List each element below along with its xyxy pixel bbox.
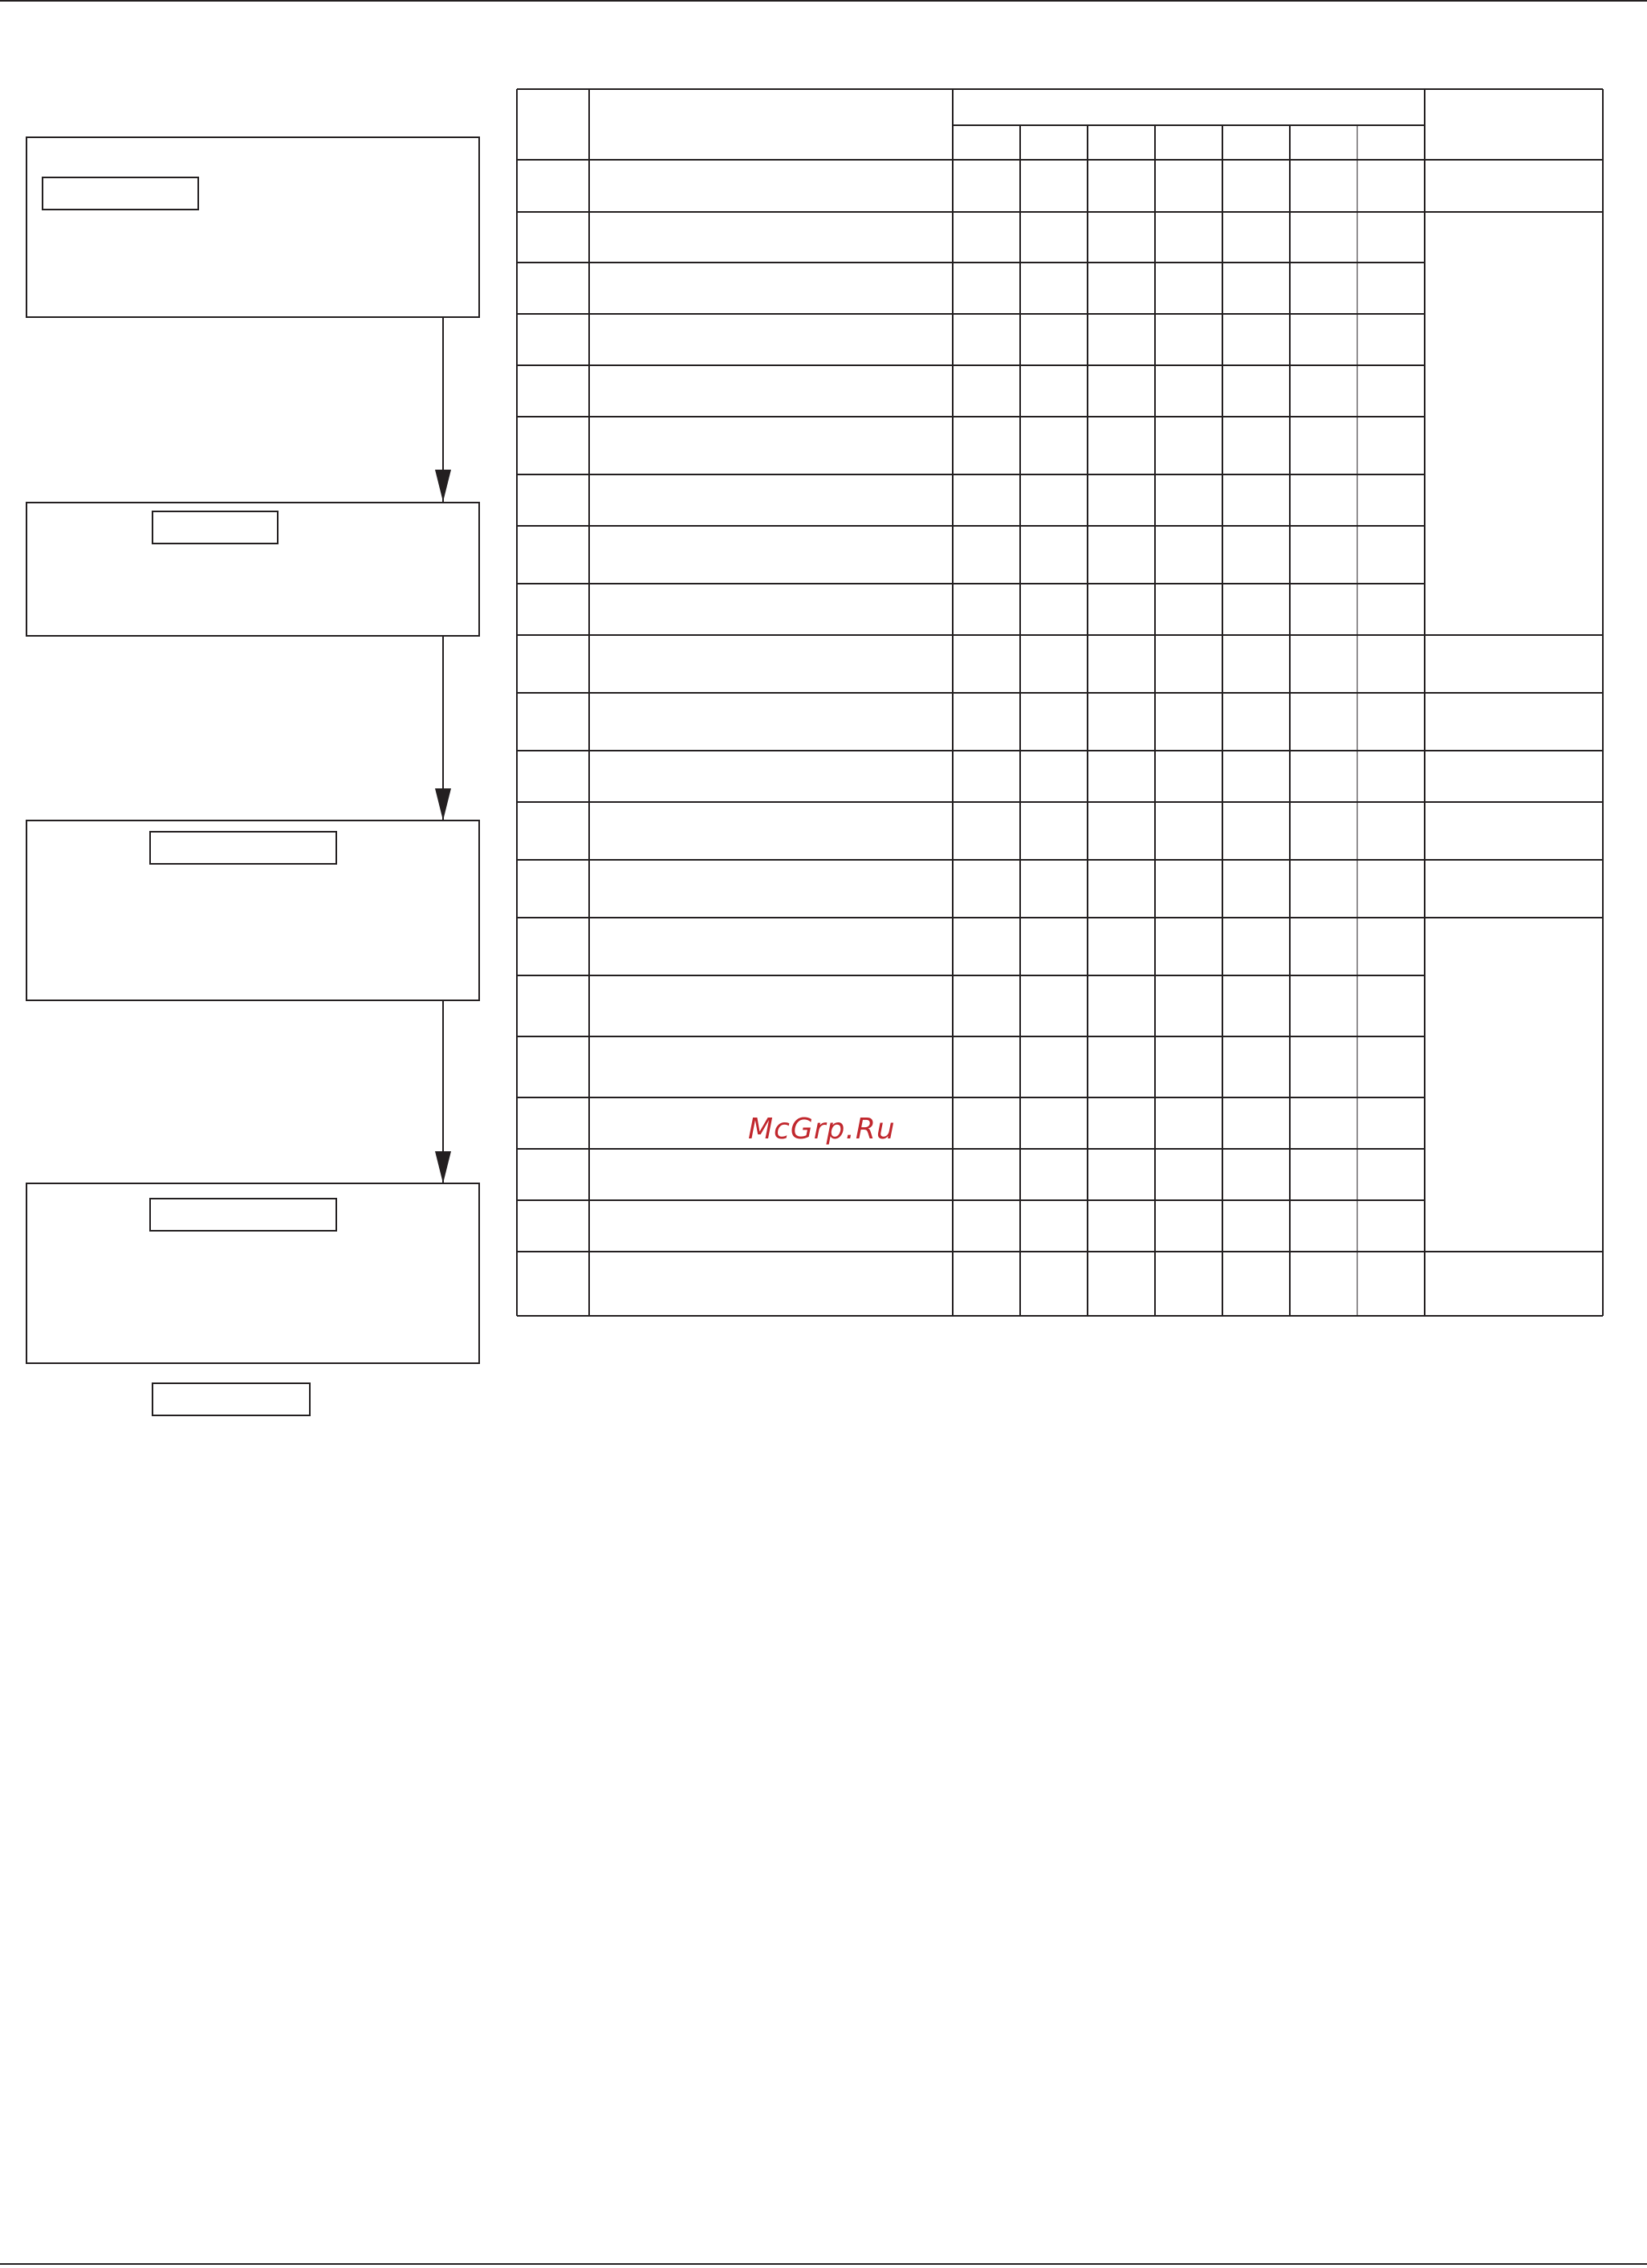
bottom-rule	[0, 2263, 1647, 2265]
watermark-text: McGrp.Ru	[748, 1113, 896, 1146]
